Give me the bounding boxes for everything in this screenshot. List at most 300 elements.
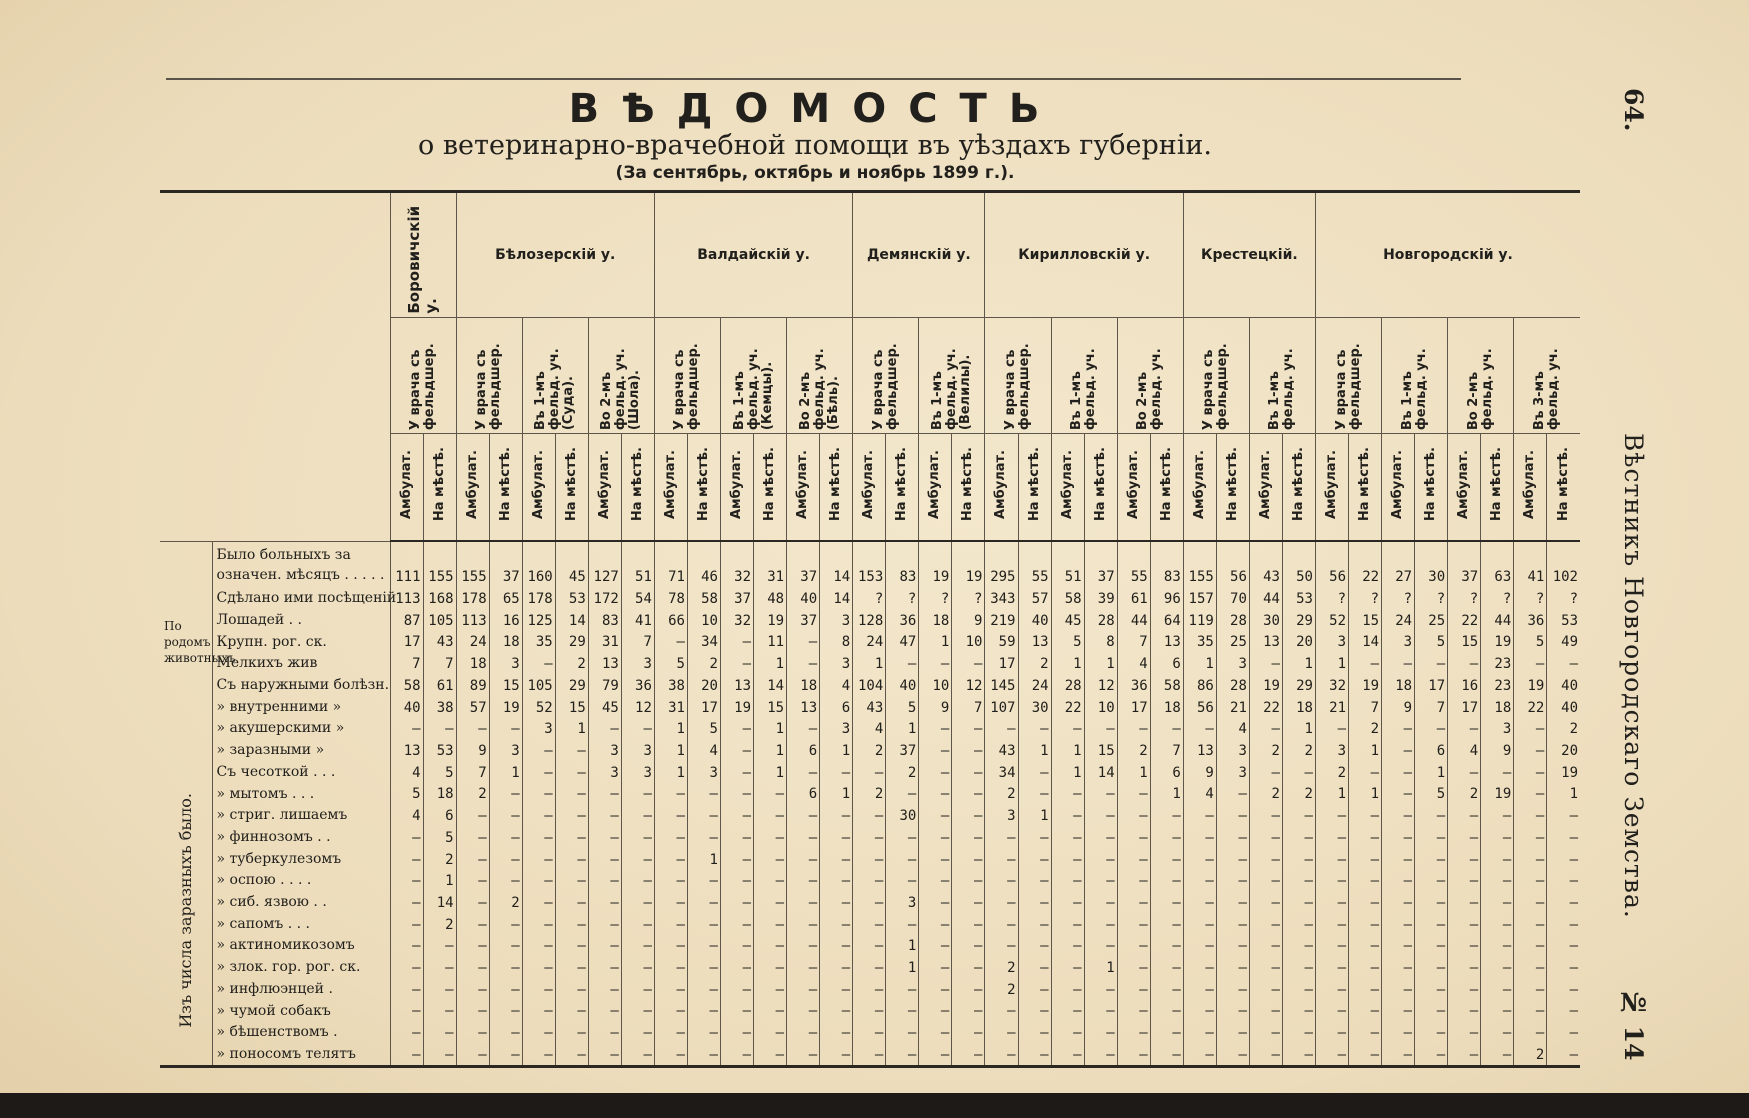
value-cell: — [1282, 913, 1315, 935]
value-cell: 3 [1382, 631, 1415, 653]
value-cell: 1 [754, 718, 787, 740]
value-cell: 2 [423, 913, 456, 935]
value-cell: — [1315, 848, 1348, 870]
value-cell: — [1150, 956, 1183, 978]
value-cell: 12 [1084, 674, 1117, 696]
value-cell: — [1018, 826, 1051, 848]
station-header [853, 317, 919, 433]
value-cell: 25 [1415, 609, 1448, 631]
row-label: » стриг. лишаемъ [212, 804, 390, 826]
value-cell: — [754, 978, 787, 1000]
value-cell: — [456, 935, 489, 957]
value-cell: — [1117, 891, 1150, 913]
value-cell: — [1282, 956, 1315, 978]
value-cell: — [985, 891, 1018, 913]
value-cell: — [1481, 1043, 1514, 1066]
value-cell: 9 [456, 739, 489, 761]
value-cell: 104 [853, 674, 886, 696]
value-cell: — [489, 1021, 522, 1043]
value-cell: 1 [1282, 652, 1315, 674]
value-cell: — [1216, 783, 1249, 805]
value-cell: — [1117, 978, 1150, 1000]
value-cell: 49 [1547, 631, 1580, 653]
value-cell: 56 [1216, 541, 1249, 587]
value-cell: 172 [588, 587, 621, 609]
value-cell: — [489, 783, 522, 805]
value-cell: 19 [1481, 783, 1514, 805]
value-cell: 5 [423, 761, 456, 783]
value-cell: 39 [1084, 587, 1117, 609]
value-cell: 31 [654, 696, 687, 718]
value-cell: — [1382, 956, 1415, 978]
value-cell: 1 [1315, 783, 1348, 805]
value-cell: 3 [1315, 631, 1348, 653]
subcolumn-header [1315, 433, 1348, 541]
subcolumn-header [1282, 433, 1315, 541]
value-cell: — [423, 1021, 456, 1043]
value-cell: 3 [522, 718, 555, 740]
value-cell: — [1415, 804, 1448, 826]
value-cell: — [390, 1000, 423, 1022]
value-cell: 5 [1051, 631, 1084, 653]
value-cell: — [787, 978, 820, 1000]
value-cell: — [1183, 978, 1216, 1000]
value-cell: 57 [456, 696, 489, 718]
value-cell: — [952, 761, 985, 783]
value-cell: 19 [1349, 674, 1382, 696]
value-cell: — [853, 935, 886, 957]
station-name: Въ 3-мъ фельд. уч. [1532, 348, 1562, 430]
top-rule [166, 78, 1461, 80]
value-cell: 6 [1150, 652, 1183, 674]
value-cell: — [952, 652, 985, 674]
value-cell: — [1349, 913, 1382, 935]
value-cell: — [687, 978, 720, 1000]
value-cell: — [1216, 913, 1249, 935]
value-cell: 2 [489, 891, 522, 913]
value-cell: — [456, 848, 489, 870]
value-cell: 7 [423, 652, 456, 674]
value-cell: 3 [1216, 739, 1249, 761]
value-cell: — [588, 913, 621, 935]
value-cell: 40 [1547, 696, 1580, 718]
value-cell: — [390, 1043, 423, 1066]
value-cell: 8 [820, 631, 853, 653]
value-cell: 46 [687, 541, 720, 587]
value-cell: — [1382, 978, 1415, 1000]
value-cell: — [555, 826, 588, 848]
value-cell: — [754, 891, 787, 913]
value-cell: — [1249, 1043, 1282, 1066]
value-cell: — [1084, 848, 1117, 870]
blank-label-cell [160, 739, 212, 761]
value-cell: 70 [1216, 587, 1249, 609]
district-name: Боровичскій у. [405, 205, 441, 314]
table-row [160, 609, 1580, 631]
value-cell: — [1216, 978, 1249, 1000]
value-cell: 7 [1415, 696, 1448, 718]
value-cell: 3 [820, 609, 853, 631]
subcolumn-label: Амбулат. [861, 449, 877, 519]
value-cell: — [754, 935, 787, 957]
value-cell: — [1547, 848, 1580, 870]
row-label: » туберкулезомъ [212, 848, 390, 870]
value-cell: 3 [621, 739, 654, 761]
row-label: » внутренними » [212, 696, 390, 718]
value-cell: 9 [1382, 696, 1415, 718]
value-cell: 4 [1117, 652, 1150, 674]
value-cell: — [1282, 761, 1315, 783]
value-cell: 18 [456, 652, 489, 674]
station-name: Во 2-мъ фельд. уч. (Бѣль). [797, 348, 841, 430]
value-cell: ? [1382, 587, 1415, 609]
subcolumn-label: Амбулат. [927, 449, 943, 519]
value-cell: 37 [720, 587, 753, 609]
value-cell: — [1018, 848, 1051, 870]
subcolumn-label: Амбулат. [530, 449, 546, 519]
value-cell: 89 [456, 674, 489, 696]
value-cell: — [1382, 761, 1415, 783]
subcolumn-header [1349, 433, 1382, 541]
value-cell: — [1315, 870, 1348, 892]
value-cell: ? [952, 587, 985, 609]
row-label: Лошадей . . [212, 609, 390, 631]
value-cell: — [1117, 935, 1150, 957]
station-name: У врача съ фельдшер. [1201, 342, 1231, 430]
value-cell: — [522, 826, 555, 848]
subcolumn-header [1084, 433, 1117, 541]
value-cell: — [720, 739, 753, 761]
value-cell: 40 [390, 696, 423, 718]
value-cell: — [853, 1021, 886, 1043]
value-cell: — [1415, 652, 1448, 674]
value-cell: — [1448, 761, 1481, 783]
subcolumn-label: На мѣстѣ. [894, 446, 910, 522]
station-header [456, 317, 522, 433]
value-cell: — [654, 870, 687, 892]
subcolumn-header [720, 433, 753, 541]
value-cell: 11 [754, 631, 787, 653]
value-cell: — [1481, 891, 1514, 913]
value-cell: — [787, 718, 820, 740]
value-cell: 1 [853, 652, 886, 674]
value-cell: — [1514, 804, 1547, 826]
value-cell: — [489, 826, 522, 848]
value-cell: — [555, 1043, 588, 1066]
row-label: » поносомъ телятъ [212, 1043, 390, 1066]
value-cell: 155 [1183, 541, 1216, 587]
subcolumn-label: На мѣстѣ. [1489, 446, 1505, 522]
value-cell: — [886, 1021, 919, 1043]
value-cell: — [687, 913, 720, 935]
value-cell: — [1514, 891, 1547, 913]
value-cell: 3 [489, 739, 522, 761]
value-cell: 5 [886, 696, 919, 718]
value-cell: 160 [522, 541, 555, 587]
value-cell: — [390, 848, 423, 870]
value-cell: — [720, 761, 753, 783]
value-cell: — [1315, 891, 1348, 913]
value-cell: 14 [820, 541, 853, 587]
value-cell: — [754, 1043, 787, 1066]
value-cell: ? [1315, 587, 1348, 609]
value-cell: 1 [1051, 761, 1084, 783]
value-cell: — [1051, 718, 1084, 740]
subcolumn-label: Амбулат. [1390, 449, 1406, 519]
value-cell: 19 [919, 541, 952, 587]
value-cell: 10 [919, 674, 952, 696]
value-cell: — [985, 718, 1018, 740]
value-cell: 16 [489, 609, 522, 631]
value-cell: 28 [1051, 674, 1084, 696]
value-cell: — [1514, 870, 1547, 892]
subcolumn-header [1150, 433, 1183, 541]
blank-label-cell [160, 674, 212, 696]
station-header [919, 317, 985, 433]
value-cell: — [1018, 978, 1051, 1000]
value-cell: 13 [588, 652, 621, 674]
value-cell: 9 [1183, 761, 1216, 783]
value-cell: — [1382, 783, 1415, 805]
value-cell: — [1382, 891, 1415, 913]
station-header [588, 317, 654, 433]
subcolumn-header [919, 433, 952, 541]
row-label: » акушерскими » [212, 718, 390, 740]
station-header [1382, 317, 1448, 433]
value-cell: — [952, 848, 985, 870]
value-cell: — [1018, 783, 1051, 805]
value-cell: 55 [1018, 541, 1051, 587]
value-cell: 35 [1183, 631, 1216, 653]
value-cell: 45 [555, 541, 588, 587]
value-cell: 18 [1150, 696, 1183, 718]
value-cell: — [720, 913, 753, 935]
value-cell: — [687, 935, 720, 957]
value-cell: — [1315, 1043, 1348, 1066]
value-cell: 1 [1415, 761, 1448, 783]
value-cell: — [1282, 870, 1315, 892]
value-cell: 3 [820, 652, 853, 674]
value-cell: 17 [1117, 696, 1150, 718]
value-cell: — [1448, 652, 1481, 674]
value-cell: 87 [390, 609, 423, 631]
value-cell: ? [853, 587, 886, 609]
value-cell: — [1183, 848, 1216, 870]
value-cell: — [1481, 761, 1514, 783]
value-cell: — [522, 739, 555, 761]
value-cell: — [1282, 1043, 1315, 1066]
value-cell: — [555, 739, 588, 761]
district-header: Новгородскій у. [1315, 192, 1580, 318]
station-name: Во 2-мъ фельд. уч. (Шола). [599, 348, 643, 430]
value-cell: 18 [489, 631, 522, 653]
value-cell: — [886, 826, 919, 848]
value-cell: 30 [1249, 609, 1282, 631]
value-cell: 3 [1216, 652, 1249, 674]
value-cell: 14 [1084, 761, 1117, 783]
value-cell: 1 [1084, 956, 1117, 978]
value-cell: — [853, 1000, 886, 1022]
subcolumn-header [423, 433, 456, 541]
value-cell: 4 [1183, 783, 1216, 805]
value-cell: — [390, 1021, 423, 1043]
value-cell: 1 [1349, 783, 1382, 805]
value-cell: — [423, 978, 456, 1000]
value-cell: 56 [1183, 696, 1216, 718]
station-header [1117, 317, 1183, 433]
value-cell: 157 [1183, 587, 1216, 609]
value-cell: — [1216, 956, 1249, 978]
row-label: Съ наружными болѣзн. [212, 674, 390, 696]
value-cell: — [787, 631, 820, 653]
value-cell: 41 [621, 609, 654, 631]
value-cell: — [919, 718, 952, 740]
value-cell: 20 [1547, 739, 1580, 761]
value-cell: — [1481, 870, 1514, 892]
value-cell: 36 [621, 674, 654, 696]
table-row [160, 718, 1580, 740]
station-header [522, 317, 588, 433]
value-cell: 3 [886, 891, 919, 913]
value-cell: — [1315, 718, 1348, 740]
value-cell: — [1415, 718, 1448, 740]
value-cell: 4 [820, 674, 853, 696]
subcolumn-header [1183, 433, 1216, 541]
value-cell: — [853, 978, 886, 1000]
value-cell: — [588, 1021, 621, 1043]
value-cell: 155 [423, 541, 456, 587]
value-cell: — [1051, 804, 1084, 826]
value-cell: — [1117, 1043, 1150, 1066]
value-cell: — [952, 1043, 985, 1066]
value-cell: — [787, 848, 820, 870]
value-cell: — [1349, 1021, 1382, 1043]
value-cell: — [754, 956, 787, 978]
value-cell: — [1415, 891, 1448, 913]
value-cell: — [588, 891, 621, 913]
value-cell: — [985, 1000, 1018, 1022]
value-cell: — [654, 1021, 687, 1043]
value-cell: — [820, 804, 853, 826]
value-cell: — [919, 956, 952, 978]
value-cell: 113 [456, 609, 489, 631]
value-cell: — [1382, 935, 1415, 957]
row-label: » оспою . . . . [212, 870, 390, 892]
value-cell: 38 [423, 696, 456, 718]
value-cell: 14 [820, 587, 853, 609]
value-cell: — [720, 956, 753, 978]
value-cell: 1 [1018, 804, 1051, 826]
value-cell: — [489, 913, 522, 935]
value-cell: 4 [853, 718, 886, 740]
value-cell: — [588, 1000, 621, 1022]
value-cell: — [1216, 870, 1249, 892]
value-cell: 28 [1216, 674, 1249, 696]
value-cell: 1 [1282, 718, 1315, 740]
value-cell: 27 [1382, 541, 1415, 587]
value-cell: — [1382, 804, 1415, 826]
value-cell: 4 [1448, 739, 1481, 761]
value-cell: 83 [588, 609, 621, 631]
value-cell: 44 [1249, 587, 1282, 609]
value-cell: — [489, 1000, 522, 1022]
value-cell: — [1382, 739, 1415, 761]
value-cell: 12 [952, 674, 985, 696]
subcolumn-label: Амбулат. [1522, 449, 1538, 519]
value-cell: — [1018, 761, 1051, 783]
value-cell: 19 [720, 696, 753, 718]
value-cell: 6 [820, 696, 853, 718]
subcolumn-label: Амбулат. [1125, 449, 1141, 519]
value-cell: — [952, 718, 985, 740]
station-name: Въ 1-мъ фельд. уч. [1069, 348, 1099, 430]
value-cell: 3 [985, 804, 1018, 826]
table-row [160, 956, 1580, 978]
value-cell: — [1018, 956, 1051, 978]
value-cell: 19 [952, 541, 985, 587]
value-cell: 18 [919, 609, 952, 631]
value-cell: — [1382, 913, 1415, 935]
value-cell: — [787, 956, 820, 978]
blank-label-cell [160, 587, 212, 609]
value-cell: — [621, 935, 654, 957]
value-cell: — [720, 804, 753, 826]
value-cell: — [1547, 935, 1580, 957]
value-cell: 53 [555, 587, 588, 609]
value-cell: 13 [1183, 739, 1216, 761]
value-cell: 15 [1084, 739, 1117, 761]
station-name: Въ 1-мъ фельд. уч. (Суда). [533, 348, 577, 430]
value-cell: — [886, 783, 919, 805]
value-cell: — [1349, 848, 1382, 870]
value-cell: — [489, 718, 522, 740]
value-cell: — [1084, 1043, 1117, 1066]
station-name: Въ 1-мъ фельд. уч. [1399, 348, 1429, 430]
value-cell: — [1415, 1000, 1448, 1022]
value-cell: — [919, 870, 952, 892]
subcolumn-label: На мѣстѣ. [762, 446, 778, 522]
value-cell: — [1249, 891, 1282, 913]
value-cell: — [1051, 870, 1084, 892]
value-cell: 127 [588, 541, 621, 587]
value-cell: — [853, 913, 886, 935]
value-cell: — [456, 1021, 489, 1043]
value-cell: — [720, 1021, 753, 1043]
value-cell: 35 [522, 631, 555, 653]
value-cell: 102 [1547, 541, 1580, 587]
value-cell: — [489, 978, 522, 1000]
value-cell: — [952, 739, 985, 761]
value-cell: 78 [654, 587, 687, 609]
value-cell: — [985, 935, 1018, 957]
value-cell: — [555, 913, 588, 935]
value-cell: — [1514, 1021, 1547, 1043]
value-cell: — [1514, 913, 1547, 935]
value-cell: — [820, 978, 853, 1000]
value-cell: — [952, 935, 985, 957]
subcolumn-header [1018, 433, 1051, 541]
value-cell: 4 [390, 804, 423, 826]
table-row [160, 1021, 1580, 1043]
value-cell: — [1448, 848, 1481, 870]
value-cell: — [1051, 891, 1084, 913]
value-cell: 1 [654, 718, 687, 740]
value-cell: — [853, 761, 886, 783]
value-cell: — [952, 783, 985, 805]
value-cell: — [820, 891, 853, 913]
value-cell: 219 [985, 609, 1018, 631]
value-cell: — [522, 891, 555, 913]
